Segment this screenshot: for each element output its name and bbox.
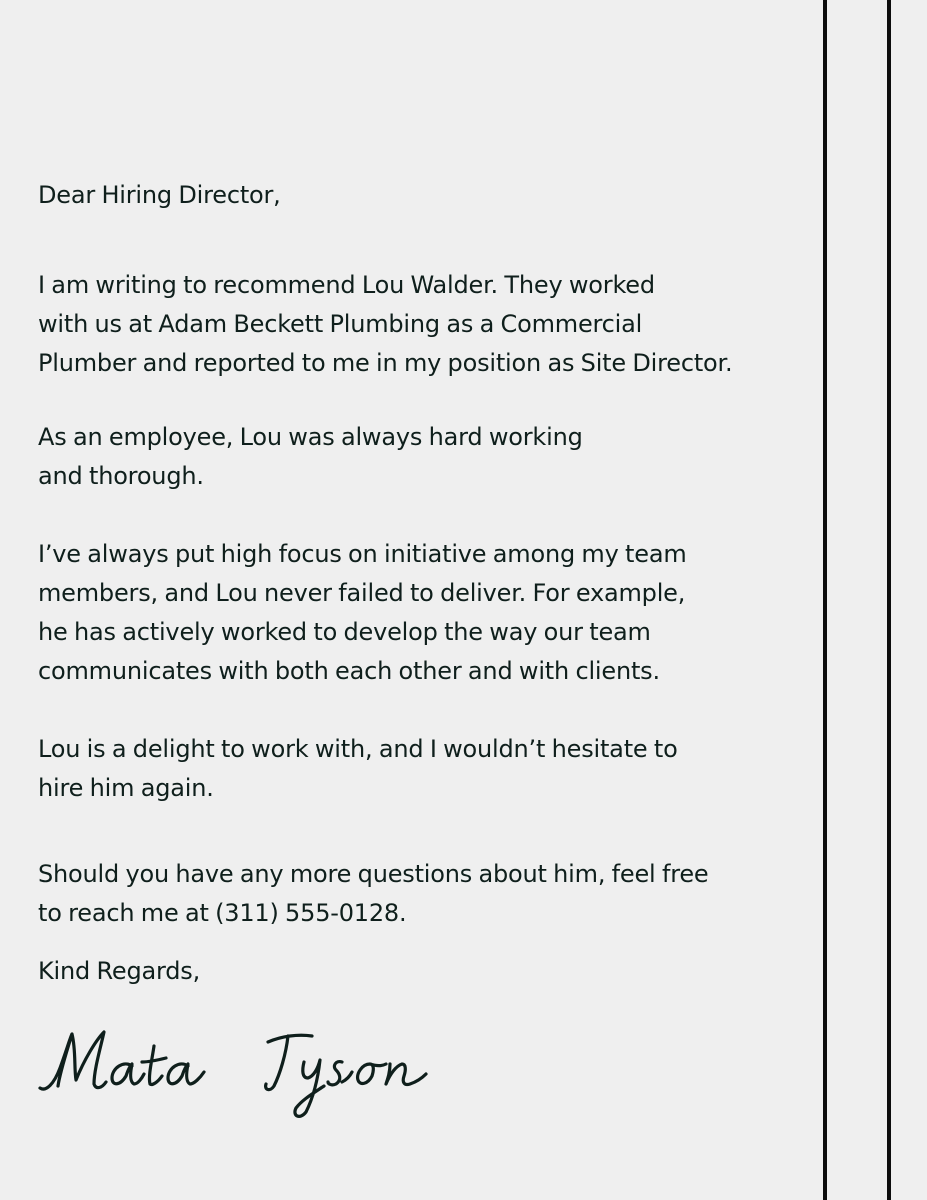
paragraph-employee: As an employee, Lou was always hard working and thorough. — [38, 423, 583, 490]
paragraph-contact: Should you have any more questions about him, feel free to reach me at (311) 555-0128. — [38, 860, 709, 927]
letter-body — [38, 176, 798, 991]
vertical-rule-right — [887, 0, 891, 1200]
salutation: Dear Hiring Director, — [38, 181, 281, 209]
paragraph-initiative: I’ve always put high focus on initiative among my team members, and Lou never failed to deliver. For example, he has actively worked to develop the way our team communicates with both each other and with clients. — [38, 540, 687, 685]
signature-drawing — [36, 1020, 456, 1130]
paragraph-delight: Lou is a delight to work with, and I wouldn’t hesitate to hire him again. — [38, 735, 678, 802]
handwritten-signature — [36, 1020, 456, 1130]
vertical-rule-left — [823, 0, 827, 1200]
paragraph-recommendation: I am writing to recommend Lou Walder. They worked with us at Adam Beckett Plumbing as a Commercial Plumber and reported to me in my position as Site Director. — [38, 271, 733, 377]
closing: Kind Regards, — [38, 957, 200, 985]
